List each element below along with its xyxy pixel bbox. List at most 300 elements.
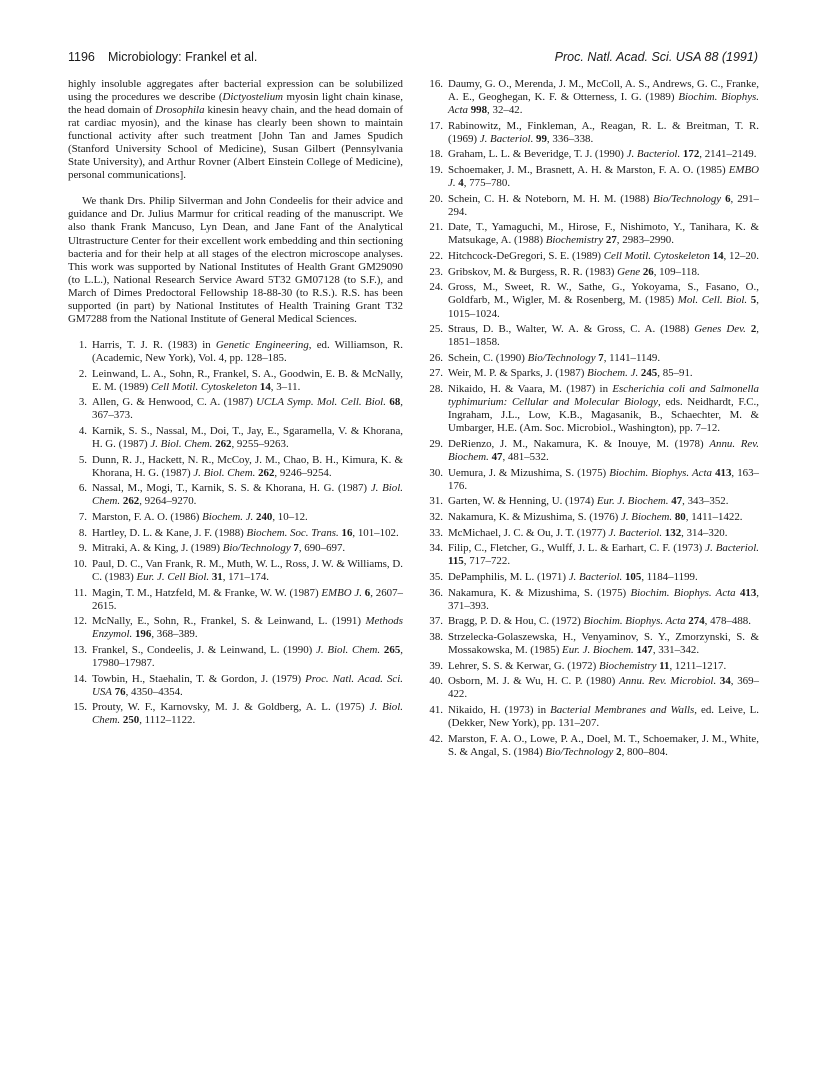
reference-number: 6. — [78, 482, 87, 495]
italic-text: J. Biol. Chem. — [92, 482, 403, 508]
italic-text: EMBO J. — [448, 164, 759, 190]
reference-text — [448, 250, 759, 263]
reference-number: 4. — [78, 424, 87, 437]
volume-number: 68 — [389, 396, 401, 409]
italic-text: Biochim. Biophys. Acta — [630, 586, 736, 599]
volume-number: 196 — [134, 628, 152, 641]
reference-number: 7. — [78, 510, 87, 523]
text-segment: Bragg, P. D. & Hou, C. (1972) — [448, 615, 584, 628]
italic-text: Biochemistry — [545, 234, 604, 247]
italic-text: J. Biol. Chem. — [193, 466, 256, 479]
reference-item — [424, 250, 759, 263]
reference-text — [92, 425, 403, 451]
text-segment: , 12–20. — [723, 250, 759, 263]
reference-number: 27. — [429, 367, 443, 380]
italic-text: Bacterial Membranes and Walls — [550, 703, 695, 716]
text-segment: Nikaido, H. (1973) in — [448, 703, 551, 716]
text-segment: , 2141–2149. — [699, 148, 757, 161]
reference-text — [448, 78, 759, 117]
reference-number: 36. — [429, 586, 443, 599]
volume-number: 105 — [624, 570, 642, 583]
volume-number: 413 — [739, 586, 757, 599]
reference-item — [424, 78, 759, 117]
reference-text — [92, 368, 403, 394]
reference-item — [424, 148, 759, 161]
italic-text: UCLA Symp. Mol. Cell. Biol. — [256, 396, 386, 409]
text-segment: , 171–174. — [222, 570, 269, 583]
reference-number: 23. — [429, 265, 443, 278]
italic-text: J. Bacteriol. — [705, 542, 760, 555]
volume-number: 14 — [712, 250, 724, 263]
reference-text — [448, 438, 759, 464]
italic-text: Biochem. Soc. Trans. — [246, 526, 339, 539]
reference-item — [424, 571, 759, 584]
reference-number: 21. — [429, 221, 443, 234]
italic-text: J. Bacteriol. — [479, 132, 534, 145]
text-segment: , 2983–2990. — [616, 234, 674, 247]
text-segment: Magin, T. M., Hatzfeld, M. & Franke, W. W. (1987) — [92, 586, 322, 599]
italic-text: J. Biochem. — [621, 510, 673, 523]
reference-item — [424, 120, 759, 146]
reference-item — [424, 675, 759, 701]
reference-item — [424, 367, 759, 380]
text-segment: Hartley, D. L. & Kane, J. F. (1988) — [92, 526, 247, 539]
text-segment: , 478–488. — [704, 615, 751, 628]
body-paragraph — [68, 78, 403, 182]
reference-text — [448, 281, 759, 320]
text-segment: Gribskov, M. & Burgess, R. R. (1983) — [448, 265, 618, 278]
reference-item — [424, 383, 759, 435]
reference-text — [92, 527, 403, 540]
reference-number: 38. — [429, 630, 443, 643]
italic-text: Bio/Technology — [527, 351, 596, 364]
text-segment: Garten, W. & Henning, U. (1974) — [448, 495, 597, 508]
text-segment: , eds. Neidhardt, F.C., Ingraham, J.L., Low, K.B., Magasanik, B., Schaechter, M. & Umbarger, H.E. (Am. Soc. Microbiol., Washington), pp. 7–12. — [448, 396, 759, 435]
reference-number: 29. — [429, 437, 443, 450]
right-column — [424, 78, 759, 761]
reference-item — [68, 558, 403, 584]
reference-text — [92, 454, 403, 480]
text-segment: , 291–294. — [448, 192, 759, 218]
reference-item — [68, 542, 403, 555]
volume-number: 245 — [640, 367, 658, 380]
reference-number: 24. — [429, 281, 443, 294]
text-segment: Osborn, M. J. & Wu, H. C. P. (1980) — [448, 675, 619, 688]
volume-number: 172 — [682, 148, 700, 161]
reference-item — [68, 701, 403, 727]
reference-text — [92, 396, 403, 422]
reference-number: 37. — [429, 615, 443, 628]
reference-text — [448, 631, 759, 657]
reference-item — [424, 193, 759, 219]
text-segment: Schein, C. (1990) — [448, 351, 528, 364]
text-segment: , ed. Leive, L. (Dekker, New York), pp. 131–207. — [448, 703, 759, 729]
volume-number: 27 — [605, 234, 617, 247]
reference-number: 10. — [73, 557, 87, 570]
reference-item — [424, 511, 759, 524]
reference-number: 33. — [429, 526, 443, 539]
text-segment: Schein, C. H. & Noteborn, M. H. M. (1988) — [448, 192, 654, 205]
italic-text: Proc. Natl. Acad. Sci. USA — [92, 672, 404, 698]
text-segment: , 2607–2615. — [92, 586, 404, 612]
volume-number: 16 — [341, 526, 353, 539]
reference-number: 31. — [429, 495, 443, 508]
reference-number: 17. — [429, 119, 443, 132]
reference-item — [424, 631, 759, 657]
text-segment: Allen, G. & Henwood, C. A. (1987) — [92, 396, 257, 409]
italic-text: Drosophila — [155, 104, 205, 117]
reference-number: 34. — [429, 542, 443, 555]
reference-number: 12. — [73, 615, 87, 628]
italic-text: Cell Motil. Cytoskeleton — [150, 380, 258, 393]
reference-text — [92, 339, 403, 365]
text-segment: , 10–12. — [272, 510, 308, 523]
text-segment: Marston, F. A. O., Lowe, P. A., Doel, M. T., Schoemaker, J. M., White, S. & Angal, S. (1984) — [448, 732, 759, 758]
text-segment: , 9246–9254. — [274, 466, 332, 479]
text-segment: Nassal, M., Mogi, T., Karnik, S. S. & Khorana, H. G. (1987) — [92, 482, 371, 495]
text-segment: , 775–780. — [463, 177, 511, 190]
text-segment: , 369–422. — [448, 675, 760, 701]
italic-text: J. Biol. Chem. — [150, 437, 213, 450]
italic-text: Bio/Technology — [545, 745, 614, 758]
reference-item — [68, 396, 403, 422]
reference-number: 13. — [73, 643, 87, 656]
reference-text — [448, 367, 759, 380]
text-segment: Dunn, R. J., Hackett, N. R., McCoy, J. M., Chao, B. H., Kimura, K. & Khorana, H. G. (1987) — [92, 453, 403, 479]
reference-text — [448, 323, 759, 349]
volume-number: 265 — [383, 643, 401, 656]
reference-text — [92, 701, 403, 727]
reference-number: 20. — [429, 192, 443, 205]
reference-text — [448, 675, 759, 701]
text-segment: , 109–118. — [653, 265, 700, 278]
reference-text — [448, 542, 759, 568]
text-segment: Daumy, G. O., Merenda, J. M., McColl, A. S., Andrews, G. C., Franke, A. E., Geoghegan, K. F. & Otterness, I. G. (1989) — [448, 78, 759, 104]
text-segment: McMichael, J. C. & Ou, J. T. (1977) — [448, 526, 609, 539]
text-segment: , 9255–9263. — [231, 437, 289, 450]
volume-number: 5 — [750, 294, 757, 307]
reference-text — [448, 383, 759, 435]
reference-item — [68, 644, 403, 670]
reference-number: 15. — [73, 701, 87, 714]
volume-number: 7 — [293, 542, 299, 555]
text-segment: , 336–338. — [546, 132, 594, 145]
reference-item — [424, 266, 759, 279]
reference-text — [448, 120, 759, 146]
reference-text — [448, 352, 759, 365]
reference-item — [68, 368, 403, 394]
reference-item — [68, 615, 403, 641]
text-segment: , 163–176. — [448, 466, 759, 492]
reference-text — [448, 467, 759, 493]
reference-number: 42. — [429, 732, 443, 745]
text-segment: Graham, L. L. & Beveridge, T. J. (1990) — [448, 148, 627, 161]
text-segment: Strzelecka-Golaszewska, H., Venyaminov, S. Y., Zmorzynski, S. & Mossakowska, M. (1985) — [448, 630, 759, 656]
text-segment: , 331–342. — [652, 643, 700, 656]
text-segment: Mitraki, A. & King, J. (1989) — [92, 542, 223, 555]
italic-text: Escherichia coli and Salmonella typhimurium: Cellular and Molecular Biology — [448, 383, 759, 409]
text-segment: , 85–91. — [657, 367, 693, 380]
reference-text — [92, 482, 403, 508]
text-segment: , 1015–1024. — [448, 294, 759, 320]
volume-number: 7 — [598, 351, 604, 364]
reference-text — [448, 527, 759, 540]
text-segment: DePamphilis, M. L. (1971) — [448, 570, 569, 583]
reference-item — [68, 482, 403, 508]
volume-number: 47 — [491, 450, 503, 463]
italic-text: Annu. Rev. Microbiol. — [618, 675, 717, 688]
reference-number: 28. — [429, 383, 443, 396]
text-segment: Paul, D. C., Van Frank, R. M., Muth, W. L., Ross, J. W. & Williams, D. C. (1983) — [92, 557, 403, 583]
text-segment: Schoemaker, J. M., Brasnett, A. H. & Marston, F. A. O. (1985) — [448, 164, 729, 177]
volume-number: 262 — [122, 495, 140, 508]
reference-text — [448, 193, 759, 219]
reference-list-right — [424, 78, 759, 759]
reference-text — [92, 673, 403, 699]
volume-number: 80 — [674, 510, 686, 523]
italic-text: Biochim. Biophys. Acta — [609, 466, 712, 479]
reference-text — [92, 644, 403, 670]
volume-number: 262 — [258, 466, 275, 479]
reference-text — [448, 733, 759, 759]
italic-text: Genetic Engineering — [215, 338, 309, 351]
reference-text — [448, 511, 759, 524]
text-segment: Gross, M., Sweet, R. W., Sathe, G., Yokoyama, S., Fasano, O., Goldfarb, M., Wigler, M. & Rosenberg, M. (1985) — [448, 281, 759, 307]
reference-item — [424, 527, 759, 540]
text-segment: We thank Drs. Philip Silverman and John Condeelis for their advice and guidance and Dr. Julius Marmur for critical reading of the manuscript. We also thank Frank Mancuso, Lyn Dean, and Jane Fant of the Analytical Ultrastructure Center for their excellent work embedding and thin sectioning bacteria and for their help at all stages of the electron microscope analyses. This work was supported by National Institutes of Health Grant GM29090 (to L.L.), National Research Service Award 5T32 GM07128 (to S.F.), and March of Dimes Predoctoral Fellowship 18-88-30 (to R.S.). R.S. has been supported (in part) by National Institutes of Health Training Grant T32 GM7288 from the National Institute of General Medical Sciences. — [68, 195, 403, 325]
volume-number: 11 — [659, 659, 670, 672]
reference-text — [448, 266, 759, 279]
text-segment: , 3–11. — [270, 380, 301, 393]
italic-text: J. Bacteriol. — [608, 526, 663, 539]
italic-text: Cell Motil. Cytoskeleton — [603, 250, 710, 263]
volume-number: 147 — [636, 643, 653, 656]
text-segment: Karnik, S. S., Nassal, M., Doi, T., Jay, E., Sgaramella, V. & Khorana, H. G. (1987) — [92, 424, 403, 450]
italic-text: Bio/Technology — [653, 192, 722, 205]
text-segment: Hitchcock-DeGregori, S. E. (1989) — [448, 250, 604, 263]
italic-text: Mol. Cell. Biol. — [677, 294, 748, 307]
italic-text: Eur. J. Cell Biol. — [136, 570, 210, 583]
italic-text: Biochem. J. — [202, 510, 254, 523]
reference-number: 16. — [429, 78, 443, 90]
page-number: 1196 — [68, 50, 95, 64]
text-segment: , 1411–1422. — [685, 510, 743, 523]
reference-text — [448, 704, 759, 730]
reference-text — [448, 660, 759, 673]
journal-citation: Proc. Natl. Acad. Sci. USA 88 (1991) — [554, 50, 758, 64]
reference-item — [424, 467, 759, 493]
text-segment: , 1211–1217. — [669, 659, 727, 672]
text-segment: Lehrer, S. S. & Kerwar, G. (1972) — [448, 659, 599, 672]
text-segment: , 1141–1149. — [603, 351, 661, 364]
text-segment: Filip, C., Fletcher, G., Wulff, J. L. & Earhart, C. F. (1973) — [448, 542, 706, 555]
reference-number: 35. — [429, 570, 443, 583]
italic-text: Biochim. Biophys. Acta — [583, 615, 686, 628]
text-segment: , 1112–1122. — [139, 714, 196, 727]
text-segment: Marston, F. A. O. (1986) — [92, 510, 203, 523]
volume-number: 6 — [364, 586, 371, 599]
reference-text — [448, 615, 759, 628]
reference-number: 1. — [78, 338, 87, 351]
volume-number: 262 — [215, 437, 232, 450]
italic-text: Biochem. J. — [587, 367, 639, 380]
text-segment: , 481–532. — [502, 450, 549, 463]
reference-item — [424, 438, 759, 464]
italic-text: Eur. J. Biochem. — [562, 643, 634, 656]
volume-number: 14 — [259, 380, 271, 393]
reference-text — [448, 571, 759, 584]
reference-item — [68, 527, 403, 540]
text-segment: , 9264–9270. — [139, 495, 197, 508]
text-segment: , ed. Williamson, R. (Academic, New York), Vol. 4, pp. 128–185. — [92, 338, 403, 364]
text-segment: , 1184–1199. — [641, 570, 698, 583]
italic-text: Biochemistry — [598, 659, 657, 672]
reference-number: 14. — [73, 672, 87, 685]
italic-text: Annu. Rev. Biochem. — [448, 437, 760, 463]
text-segment: Date, T., Yamaguchi, M., Hirose, F., Nishimoto, Y., Tanihara, K. & Matsukage, A. (1988) — [448, 221, 759, 247]
left-column — [68, 78, 403, 730]
reference-item — [424, 281, 759, 320]
volume-number: 413 — [715, 466, 732, 479]
volume-number: 76 — [114, 685, 126, 698]
italic-text: J. Bacteriol. — [568, 570, 623, 583]
volume-number: 132 — [664, 526, 682, 539]
text-segment: Nikaido, H. & Vaara, M. (1987) in — [448, 383, 613, 396]
reference-item — [424, 164, 759, 190]
volume-number: 4 — [458, 177, 464, 190]
reference-item — [424, 704, 759, 730]
text-segment: Frankel, S., Condeelis, J. & Leinwand, L. (1990) — [92, 643, 317, 656]
volume-number: 31 — [211, 570, 223, 583]
reference-item — [424, 587, 759, 613]
reference-item — [424, 323, 759, 349]
reference-text — [92, 558, 403, 584]
reference-text — [448, 587, 759, 613]
volume-number: 6 — [725, 192, 731, 205]
reference-item — [424, 352, 759, 365]
volume-number: 998 — [470, 104, 488, 117]
text-segment: Nakamura, K. & Mizushima, S. (1975) — [448, 586, 631, 599]
reference-number: 41. — [429, 703, 443, 716]
text-segment: Rabinowitz, M., Finkleman, A., Reagan, R. L. & Breitman, T. R. (1969) — [448, 119, 759, 145]
reference-item — [424, 660, 759, 673]
italic-text: Methods Enzymol. — [92, 615, 403, 641]
italic-text: Bio/Technology — [222, 542, 291, 555]
italic-text: Dictyostelium — [222, 91, 284, 104]
volume-number: 240 — [256, 510, 273, 523]
text-segment: , 314–320. — [681, 526, 728, 539]
volume-number: 115 — [448, 555, 464, 568]
text-segment: Weir, M. P. & Sparks, J. (1987) — [448, 367, 588, 380]
reference-number: 2. — [78, 367, 87, 380]
section-title: Microbiology: Frankel et al. — [108, 50, 258, 64]
reference-item — [68, 454, 403, 480]
reference-number: 19. — [429, 164, 443, 177]
text-segment: , 800–804. — [621, 745, 668, 758]
reference-item — [424, 733, 759, 759]
reference-number: 8. — [78, 526, 87, 539]
italic-text: J. Biol. Chem. — [316, 643, 381, 656]
reference-number: 26. — [429, 351, 443, 364]
text-segment: , 1851–1858. — [448, 323, 759, 349]
volume-number: 2 — [750, 323, 757, 336]
italic-text: Biochim. Biophys. Acta — [448, 91, 759, 117]
text-segment: Towbin, H., Staehalin, T. & Gordon, J. (1979) — [92, 672, 306, 685]
volume-number: 47 — [671, 495, 683, 508]
text-segment: highly insoluble aggregates after bacterial expression can be solubilized using the procedures we describe ( — [68, 78, 403, 104]
volume-number: 250 — [122, 714, 140, 727]
reference-number: 22. — [429, 250, 443, 263]
reference-item — [68, 339, 403, 365]
text-segment: Harris, T. J. R. (1983) in — [92, 338, 216, 351]
reference-number: 11. — [73, 586, 87, 599]
reference-item — [68, 587, 403, 613]
volume-number: 99 — [536, 132, 547, 145]
reference-text — [448, 221, 759, 247]
text-segment: , 343–352. — [682, 495, 729, 508]
reference-item — [68, 425, 403, 451]
reference-number: 32. — [429, 510, 443, 523]
reference-item — [424, 615, 759, 628]
text-segment: Uemura, J. & Mizushima, S. (1975) — [448, 466, 610, 479]
text-segment: Leinwand, L. A., Sohn, R., Frankel, S. A., Goodwin, E. B. & McNally, E. M. (1989) — [92, 367, 403, 393]
text-segment: kinesin heavy chain, and the head domain of rat cardiac myosin), and the kinase has clearly been shown to maintain functional activity after such treatment [John Tan and James Spudich (Stanford University School of Medicine), Susan Gilbert (Pennsylvania State University), and Arthur Rovner (Albert Einstein College of Medicine), personal communications]. — [68, 104, 403, 182]
volume-number: 26 — [642, 265, 654, 278]
reference-number: 30. — [429, 466, 443, 479]
text-segment: Nakamura, K. & Mizushima, S. (1976) — [448, 510, 622, 523]
text-segment: , 690–697. — [298, 542, 346, 555]
reference-list-left — [68, 339, 403, 728]
reference-number: 40. — [429, 675, 443, 688]
text-segment: Straus, D. B., Walter, W. A. & Gross, C. A. (1988) — [448, 323, 695, 336]
reference-item — [68, 511, 403, 524]
volume-number: 274 — [688, 615, 705, 628]
reference-text — [92, 511, 403, 524]
reference-text — [448, 164, 759, 190]
italic-text: Genes Dev. — [694, 323, 746, 336]
text-segment: , 368–389. — [151, 628, 198, 641]
volume-number: 2 — [616, 745, 622, 758]
text-segment: , 717–722. — [463, 555, 511, 568]
reference-number: 39. — [429, 659, 443, 672]
reference-number: 25. — [429, 323, 443, 336]
reference-item — [68, 673, 403, 699]
italic-text: Eur. J. Biochem. — [596, 495, 669, 508]
reference-item — [424, 495, 759, 508]
reference-text — [448, 148, 759, 161]
text-segment: , 101–102. — [352, 526, 399, 539]
reference-text — [92, 542, 403, 555]
text-segment: myosin light chain kinase, the head domain of — [68, 91, 403, 117]
page-header — [68, 50, 758, 68]
text-segment: , 371–393. — [448, 586, 760, 612]
text-segment: McNally, E., Sohn, R., Frankel, S. & Leinwand, L. (1991) — [92, 615, 366, 628]
reference-text — [448, 495, 759, 508]
reference-text — [92, 615, 403, 641]
reference-item — [424, 221, 759, 247]
reference-number: 5. — [78, 453, 87, 466]
italic-text: Gene — [617, 265, 641, 278]
text-segment: , 367–373. — [92, 396, 403, 422]
reference-item — [424, 542, 759, 568]
reference-text — [92, 587, 403, 613]
volume-number: 34 — [719, 675, 731, 688]
italic-text: J. Bacteriol. — [626, 148, 681, 161]
italic-text: J. Biol. Chem. — [92, 701, 404, 727]
acknowledgments-paragraph — [68, 195, 403, 325]
text-segment: , 4350–4354. — [125, 685, 183, 698]
text-segment: DeRienzo, J. M., Nakamura, K. & Inouye, M. (1978) — [448, 437, 710, 450]
